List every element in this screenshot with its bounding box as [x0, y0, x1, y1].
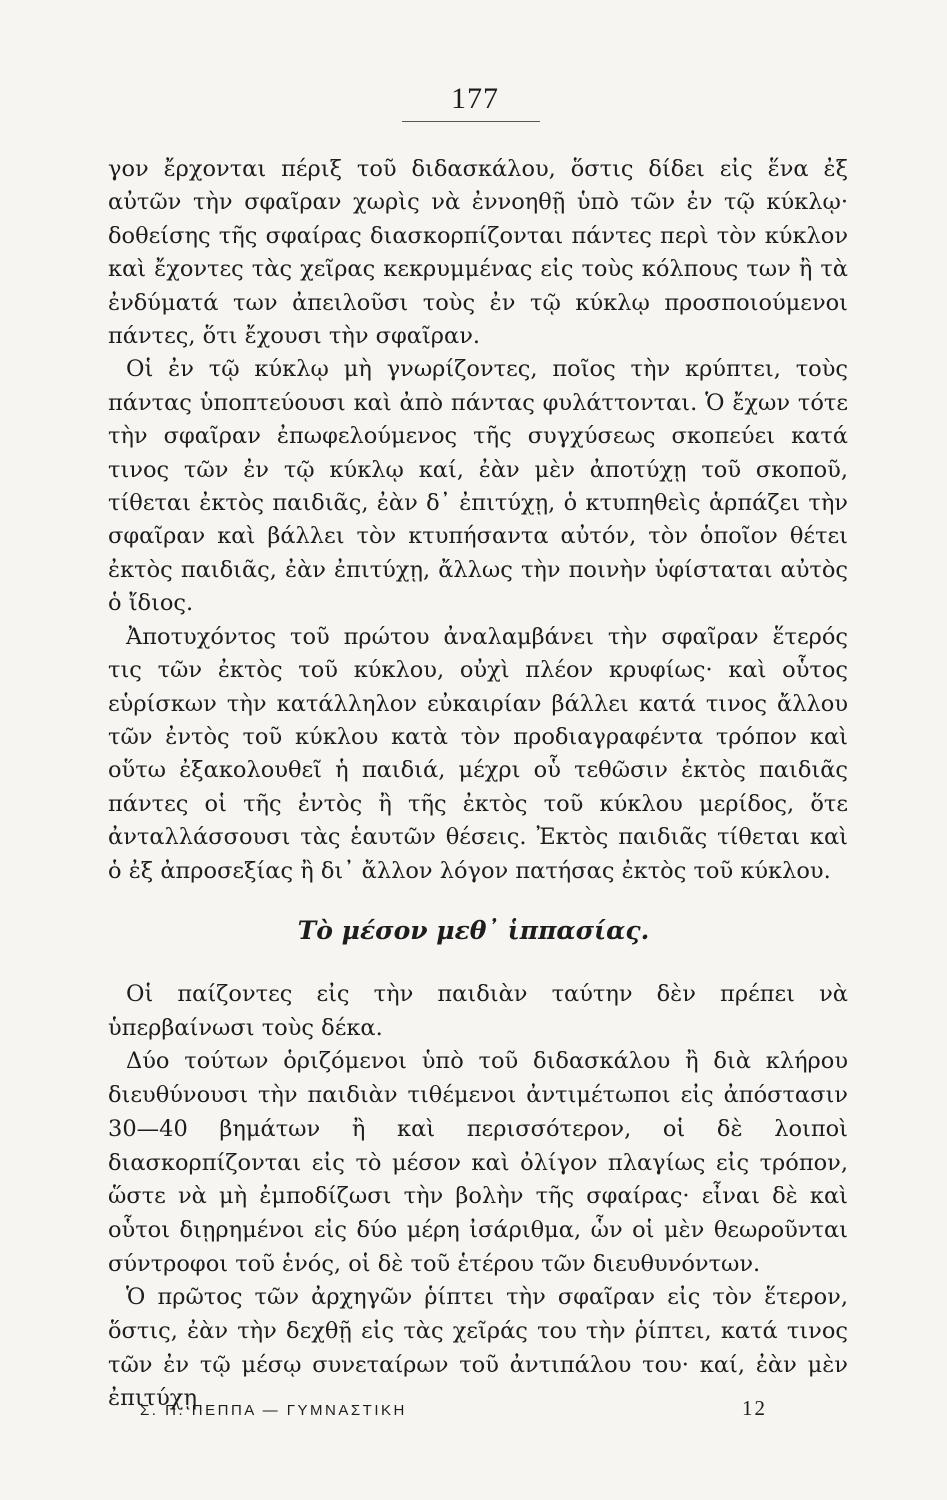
text-block-bottom — [108, 978, 848, 1416]
section-heading: Τὸ μέσον μεθ᾽ ἱππασίας. — [297, 916, 650, 945]
paragraph: Οἱ ἐν τῷ κύκλῳ μὴ γνωρίζοντες, ποῖος τὴν κρύπτει, τοὺς πάντας ὑποπτεύουσι καὶ ἀπὸ πάντας φυλάττονται. Ὁ ἔχων τότε τὴν σφαῖραν ἐπωφελούμενος τῆς συγχύσεως σκοπεύει κατά τινος τῶν ἐν τῷ κύκλῳ καί, ἐὰν μὲν ἀποτύχῃ τοῦ σκοποῦ, τίθεται ἐκτὸς παιδιᾶς, ἐὰν δ᾽ ἐπιτύχῃ, ὁ κτυπηθεὶς ἁρπάζει τὴν σφαῖραν καὶ βάλλει τὸν κτυπήσαντα αὐτόν, τὸν ὁποῖον θέτει ἐκτὸς παιδιᾶς, ἐὰν ἐπιτύχῃ, ἄλλως τὴν ποινὴν ὑφίσταται αὐτὸς ὁ ἴδιος. — [108, 356, 848, 617]
footer-signature-number: 12 — [742, 1396, 767, 1420]
page-number: 177 — [451, 82, 499, 115]
paragraph: Ἀποτυχόντος τοῦ πρώτου ἀναλαμβάνει τὴν σφαῖραν ἕτερός τις τῶν ἐκτὸς τοῦ κύκλου, οὐχὶ πλέον κρυφίως· καὶ οὗτος εὑρίσκων τὴν κατάλληλον εὐκαιρίαν βάλλει κατά τινος ἄλλου τῶν ἐντὸς τοῦ κύκλου κατὰ τὸν προδιαγραφέντα τρόπον καὶ οὕτω ἐξακολουθεῖ ἡ παιδιά, μέχρι οὗ τεθῶσιν ἐκτὸς παιδιᾶς πάντες οἱ τῆς ἐντὸς ἢ τῆς ἐκτὸς τοῦ κύκλου μερίδος, ὅτε ἀνταλλάσσουσι τὰς ἑαυτῶν θέσεις. Ἐκτὸς παιδιᾶς τίθεται καὶ ὁ ἐξ ἀπροσεξίας ἢ δι᾽ ἄλλον λόγον πατήσας ἐκτὸς τοῦ κύκλου. — [108, 623, 848, 884]
footer-author-title: Σ. Π. ΠΕΠΠΑ — ΓΥΜΝΑΣΤΙΚΗ — [140, 1402, 407, 1419]
paragraph: Δύο τούτων ὁριζόμενοι ὑπὸ τοῦ διδασκάλου ἢ διὰ κλήρου διευθύνουσι τὴν παιδιὰν τιθέμενοι ἀντιμέτωποι εἰς ἀπόστασιν 30—40 βημάτων ἢ καὶ περισσότερον, οἱ δὲ λοιποὶ διασκορπίζονται εἰς τὸ μέσον καὶ ὀλίγον πλαγίως εἰς τρόπον, ὥστε νὰ μὴ ἐμποδίζωσι τὴν βολὴν τῆς σφαίρας· εἶναι δὲ καὶ οὗτοι διῃρημένοι εἰς δύο μέρη ἰσάριθμα, ὧν οἱ μὲν θεωροῦνται σύντροφοι τοῦ ἑνός, οἱ δὲ τοῦ ἑτέρου τῶν διευθυνόντων. — [108, 1048, 848, 1277]
paragraph: Ὁ πρῶτος τῶν ἀρχηγῶν ῥίπτει τὴν σφαῖραν εἰς τὸν ἕτερον, ὅστις, ἐὰν τὴν δεχθῇ εἰς τὰς χεῖράς του τὴν ῥίπτει, κατά τινος τῶν ἐν τῷ μέσῳ συνεταίρων τοῦ ἀντιπάλου του· καί, ἐὰν μὲν ἐπιτύχῃ — [108, 1284, 848, 1412]
text-block-top — [108, 153, 848, 888]
page-number-rule — [402, 121, 540, 122]
paragraph: Οἱ παίζοντες εἰς τὴν παιδιὰν ταύτην δὲν πρέπει νὰ ὑπερβαίνωσι τοὺς δέκα. — [108, 981, 848, 1041]
paragraph: γον ἔρχονται πέριξ τοῦ διδασκάλου, ὅστις δίδει εἰς ἕνα ἐξ αὐτῶν τὴν σφαῖραν χωρὶς νὰ ἐννοηθῇ ὑπὸ τῶν ἐν τῷ κύκλῳ· δοθείσης τῆς σφαίρας διασκορπίζονται πάντες περὶ τὸν κύκλον καὶ ἔχοντες τὰς χεῖρας κεκρυμμένας εἰς τοὺς κόλπους των ἢ τὰ ἐνδύματά των ἀπειλοῦσι τοὺς ἐν τῷ κύκλῳ προσποιούμενοι πάντες, ὅτι ἔχουσι τὴν σφαῖραν. — [108, 156, 848, 350]
